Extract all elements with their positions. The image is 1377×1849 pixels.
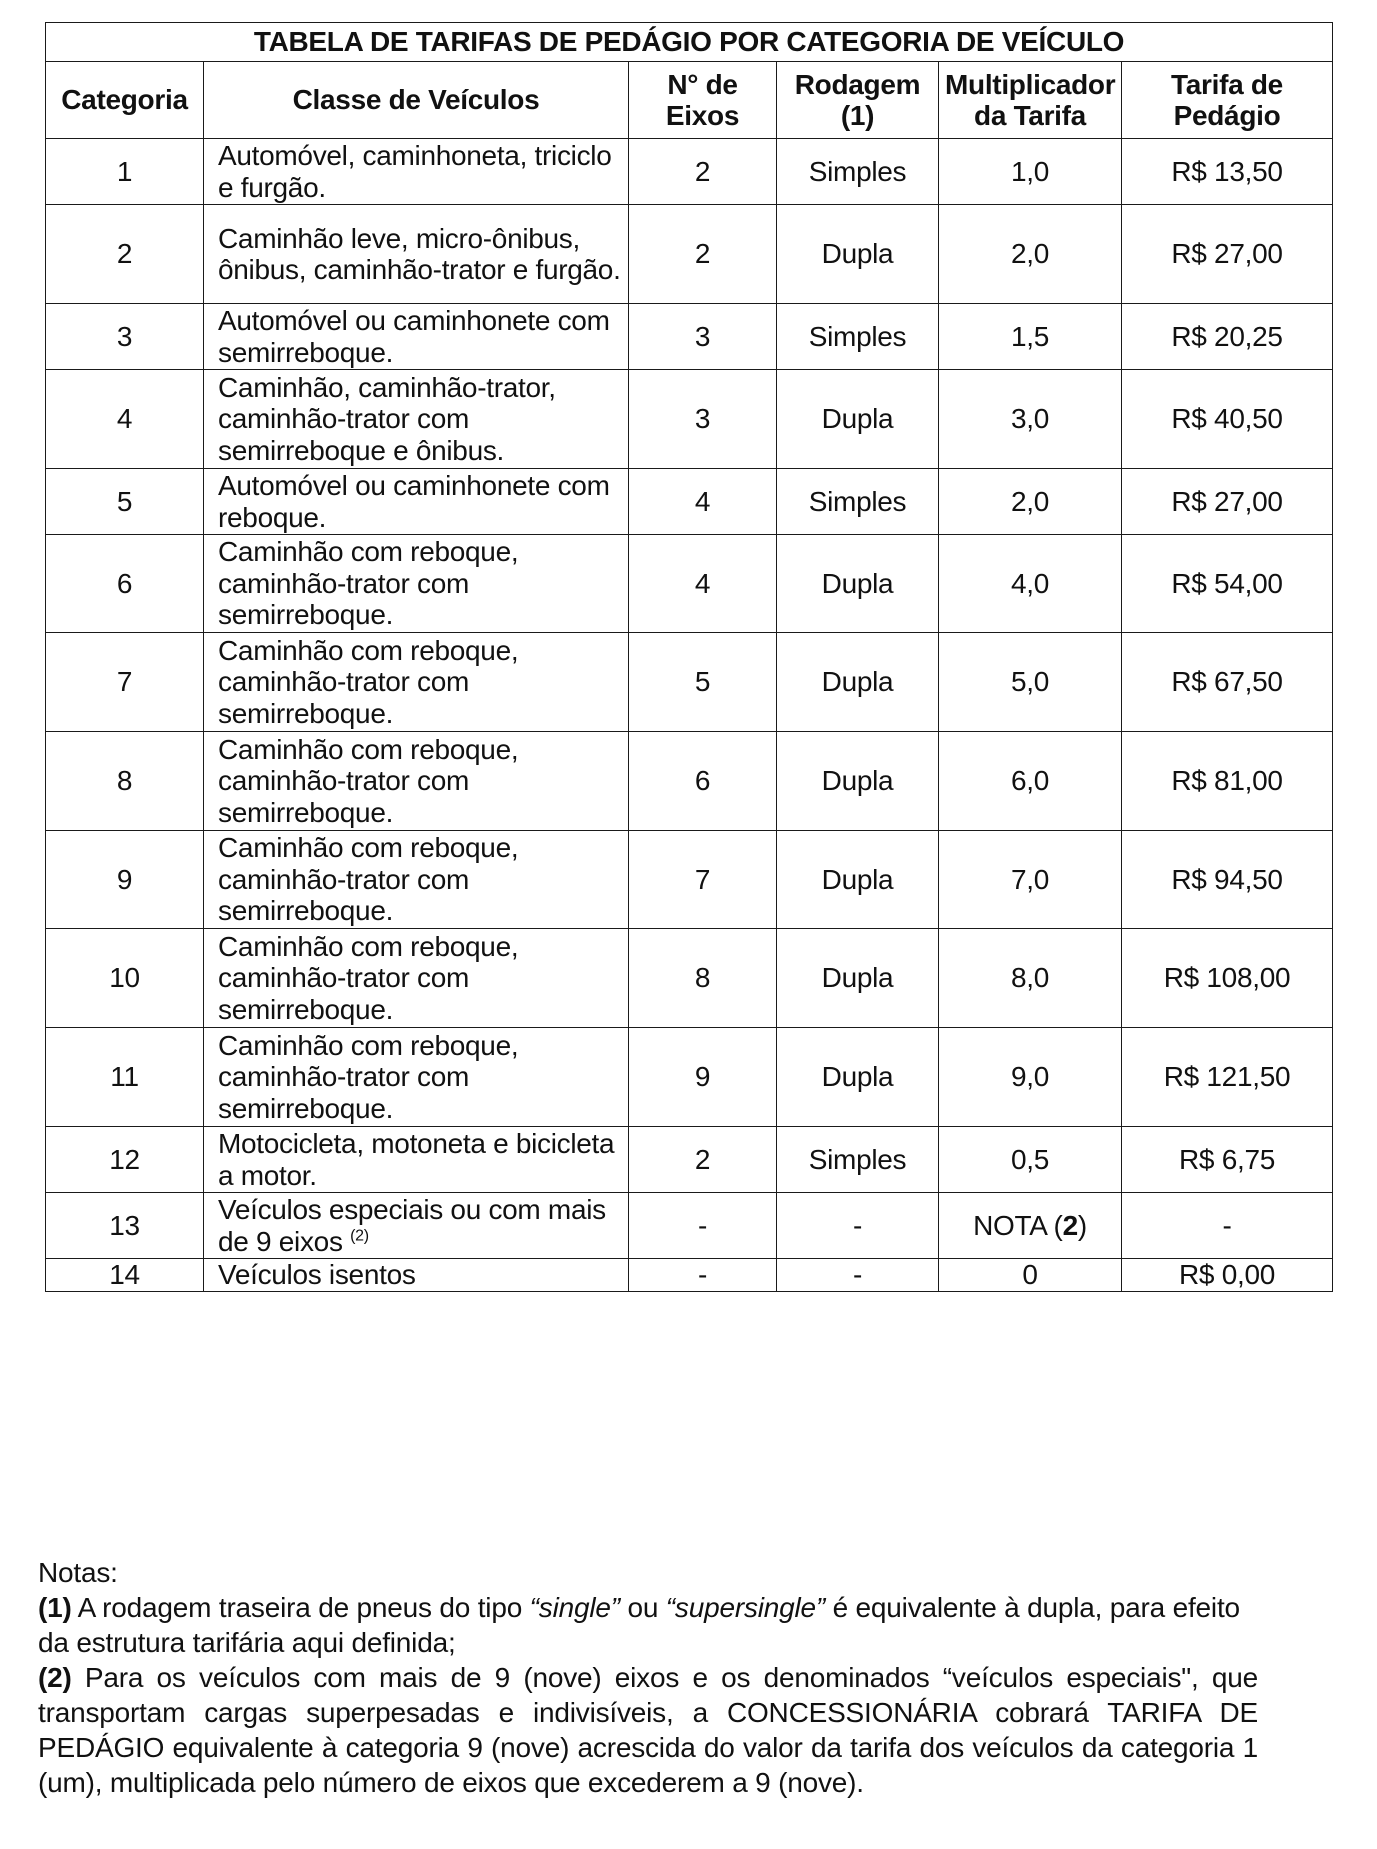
- cell-tarifa: R$ 0,00: [1122, 1259, 1333, 1292]
- cell-tarifa: R$ 6,75: [1122, 1127, 1333, 1193]
- cell-rodagem: Simples: [777, 304, 939, 370]
- cell-categoria: 7: [46, 633, 204, 732]
- table-row: [46, 1028, 1333, 1127]
- cell-tarifa: R$ 121,50: [1122, 1028, 1333, 1127]
- cell-classe: Caminhão, caminhão-trator, caminhão-trator com semirreboque e ônibus.: [204, 370, 629, 469]
- cell-rodagem: Dupla: [777, 535, 939, 633]
- cell-multiplicador: 8,0: [939, 929, 1122, 1028]
- notes-heading: Notas:: [38, 1557, 118, 1588]
- cell-multiplicador: 4,0: [939, 535, 1122, 633]
- cell-rodagem: Dupla: [777, 732, 939, 831]
- table-row: [46, 732, 1333, 831]
- cell-categoria: 6: [46, 535, 204, 633]
- cell-eixos: 6: [629, 732, 777, 831]
- table-row: [46, 633, 1333, 732]
- note-1-text-c: é equivalente à dupla, para efeito da estrutura tarifária aqui definida;: [38, 1592, 1240, 1658]
- note-ref-superscript: (2): [350, 1227, 369, 1245]
- cell-rodagem: Dupla: [777, 370, 939, 469]
- note-1-italic-single: “single”: [529, 1592, 620, 1623]
- table-row: [46, 1259, 1333, 1292]
- table-row: [46, 535, 1333, 633]
- nota-prefix: NOTA (: [973, 1209, 1063, 1241]
- cell-eixos: 2: [629, 205, 777, 304]
- cell-eixos: 4: [629, 535, 777, 633]
- cell-multiplicador: 1,0: [939, 139, 1122, 205]
- cell-tarifa: R$ 108,00: [1122, 929, 1333, 1028]
- table-row: [46, 929, 1333, 1028]
- cell-eixos: 7: [629, 831, 777, 929]
- cell-eixos: 8: [629, 929, 777, 1028]
- table-title: TABELA DE TARIFAS DE PEDÁGIO POR CATEGORIA DE VEÍCULO: [46, 23, 1333, 62]
- cell-eixos: -: [629, 1193, 777, 1259]
- cell-categoria: 8: [46, 732, 204, 831]
- cell-rodagem: Simples: [777, 1127, 939, 1193]
- cell-tarifa: R$ 81,00: [1122, 732, 1333, 831]
- cell-eixos: 3: [629, 370, 777, 469]
- cell-classe: Automóvel, caminhoneta, triciclo e furgão.: [204, 139, 629, 205]
- cell-categoria: 3: [46, 304, 204, 370]
- header-classe: Classe de Veículos: [204, 62, 629, 139]
- cell-tarifa: R$ 20,25: [1122, 304, 1333, 370]
- cell-eixos: -: [629, 1259, 777, 1292]
- table-row: [46, 1193, 1333, 1259]
- cell-rodagem: Dupla: [777, 1028, 939, 1127]
- note-2-marker: (2): [38, 1662, 72, 1693]
- cell-categoria: 1: [46, 139, 204, 205]
- cell-classe: Caminhão com reboque, caminhão-trator com semirreboque.: [204, 1028, 629, 1127]
- cell-tarifa: R$ 67,50: [1122, 633, 1333, 732]
- cell-categoria: 12: [46, 1127, 204, 1193]
- table-row: [46, 370, 1333, 469]
- classe-text: Veículos especiais ou com mais de 9 eixos: [218, 1194, 606, 1257]
- cell-eixos: 2: [629, 1127, 777, 1193]
- cell-rodagem: -: [777, 1259, 939, 1292]
- cell-classe: Caminhão com reboque, caminhão-trator com semirreboque.: [204, 732, 629, 831]
- cell-rodagem: Dupla: [777, 205, 939, 304]
- cell-eixos: 3: [629, 304, 777, 370]
- cell-classe: Automóvel ou caminhonete com reboque.: [204, 469, 629, 535]
- cell-tarifa: R$ 94,50: [1122, 831, 1333, 929]
- cell-multiplicador: 2,0: [939, 469, 1122, 535]
- toll-table-container: [45, 22, 1332, 1292]
- cell-multiplicador: 7,0: [939, 831, 1122, 929]
- cell-rodagem: -: [777, 1193, 939, 1259]
- cell-classe: Caminhão leve, micro-ônibus, ônibus, caminhão-trator e furgão.: [204, 205, 629, 304]
- cell-rodagem: Simples: [777, 139, 939, 205]
- cell-tarifa: -: [1122, 1193, 1333, 1259]
- cell-rodagem: Dupla: [777, 831, 939, 929]
- cell-classe: [204, 1193, 629, 1259]
- cell-classe: Caminhão com reboque, caminhão-trator com semirreboque.: [204, 929, 629, 1028]
- table-row: [46, 304, 1333, 370]
- cell-categoria: 14: [46, 1259, 204, 1292]
- cell-tarifa: R$ 27,00: [1122, 469, 1333, 535]
- notes-section: [38, 1555, 1258, 1800]
- cell-classe: Automóvel ou caminhonete com semirreboque.: [204, 304, 629, 370]
- cell-multiplicador: 9,0: [939, 1028, 1122, 1127]
- cell-multiplicador: 0,5: [939, 1127, 1122, 1193]
- cell-tarifa: R$ 54,00: [1122, 535, 1333, 633]
- cell-eixos: 9: [629, 1028, 777, 1127]
- cell-classe: Veículos isentos: [204, 1259, 629, 1292]
- cell-rodagem: Simples: [777, 469, 939, 535]
- table-row: [46, 205, 1333, 304]
- cell-multiplicador: [939, 1193, 1122, 1259]
- cell-categoria: 2: [46, 205, 204, 304]
- cell-tarifa: R$ 40,50: [1122, 370, 1333, 469]
- note-1: [38, 1590, 1258, 1660]
- note-1-marker: (1): [38, 1592, 72, 1623]
- cell-tarifa: R$ 27,00: [1122, 205, 1333, 304]
- cell-rodagem: Dupla: [777, 929, 939, 1028]
- cell-categoria: 10: [46, 929, 204, 1028]
- cell-classe: Caminhão com reboque, caminhão-trator com semirreboque.: [204, 831, 629, 929]
- cell-multiplicador: 0: [939, 1259, 1122, 1292]
- cell-multiplicador: 3,0: [939, 370, 1122, 469]
- table-row: [46, 139, 1333, 205]
- header-row: [46, 62, 1333, 139]
- cell-tarifa: R$ 13,50: [1122, 139, 1333, 205]
- header-tarifa: Tarifa de Pedágio: [1122, 62, 1333, 139]
- cell-classe: Caminhão com reboque, caminhão-trator com semirreboque.: [204, 535, 629, 633]
- header-rodagem: Rodagem (1): [777, 62, 939, 139]
- table-row: [46, 831, 1333, 929]
- cell-multiplicador: 1,5: [939, 304, 1122, 370]
- table-row: [46, 469, 1333, 535]
- cell-categoria: 11: [46, 1028, 204, 1127]
- cell-multiplicador: 5,0: [939, 633, 1122, 732]
- cell-rodagem: Dupla: [777, 633, 939, 732]
- table-body: [46, 139, 1333, 1292]
- cell-categoria: 4: [46, 370, 204, 469]
- cell-eixos: 2: [629, 139, 777, 205]
- cell-multiplicador: 2,0: [939, 205, 1122, 304]
- cell-classe: Motocicleta, motoneta e bicicleta a motor.: [204, 1127, 629, 1193]
- cell-categoria: 13: [46, 1193, 204, 1259]
- note-1-text-b: ou: [619, 1592, 666, 1623]
- cell-classe: Caminhão com reboque, caminhão-trator com semirreboque.: [204, 633, 629, 732]
- table-row: [46, 1127, 1333, 1193]
- cell-multiplicador: 6,0: [939, 732, 1122, 831]
- note-2-text: Para os veículos com mais de 9 (nove) eixos e os denominados “veículos especiais", que transportam cargas superpesadas e indivisíveis, a CONCESSIONÁRIA cobrará TARIFA DE PEDÁGIO equivalente à categoria 9 (nove) acrescida do valor da tarifa dos veículos da categoria 1 (um), multiplicada pelo número de eixos que excederem a 9 (nove).: [38, 1662, 1258, 1798]
- nota-suffix: ): [1077, 1209, 1087, 1241]
- nota-number: 2: [1062, 1209, 1078, 1241]
- cell-eixos: 4: [629, 469, 777, 535]
- header-eixos: N° de Eixos: [629, 62, 777, 139]
- header-multiplicador: Multiplicador da Tarifa: [939, 62, 1122, 139]
- cell-categoria: 5: [46, 469, 204, 535]
- cell-categoria: 9: [46, 831, 204, 929]
- header-categoria: Categoria: [46, 62, 204, 139]
- note-1-text-a: A rodagem traseira de pneus do tipo: [71, 1592, 530, 1623]
- note-1-italic-supersingle: “supersingle”: [665, 1592, 826, 1623]
- toll-tariff-table: [45, 22, 1333, 1292]
- cell-eixos: 5: [629, 633, 777, 732]
- note-2: [38, 1660, 1258, 1800]
